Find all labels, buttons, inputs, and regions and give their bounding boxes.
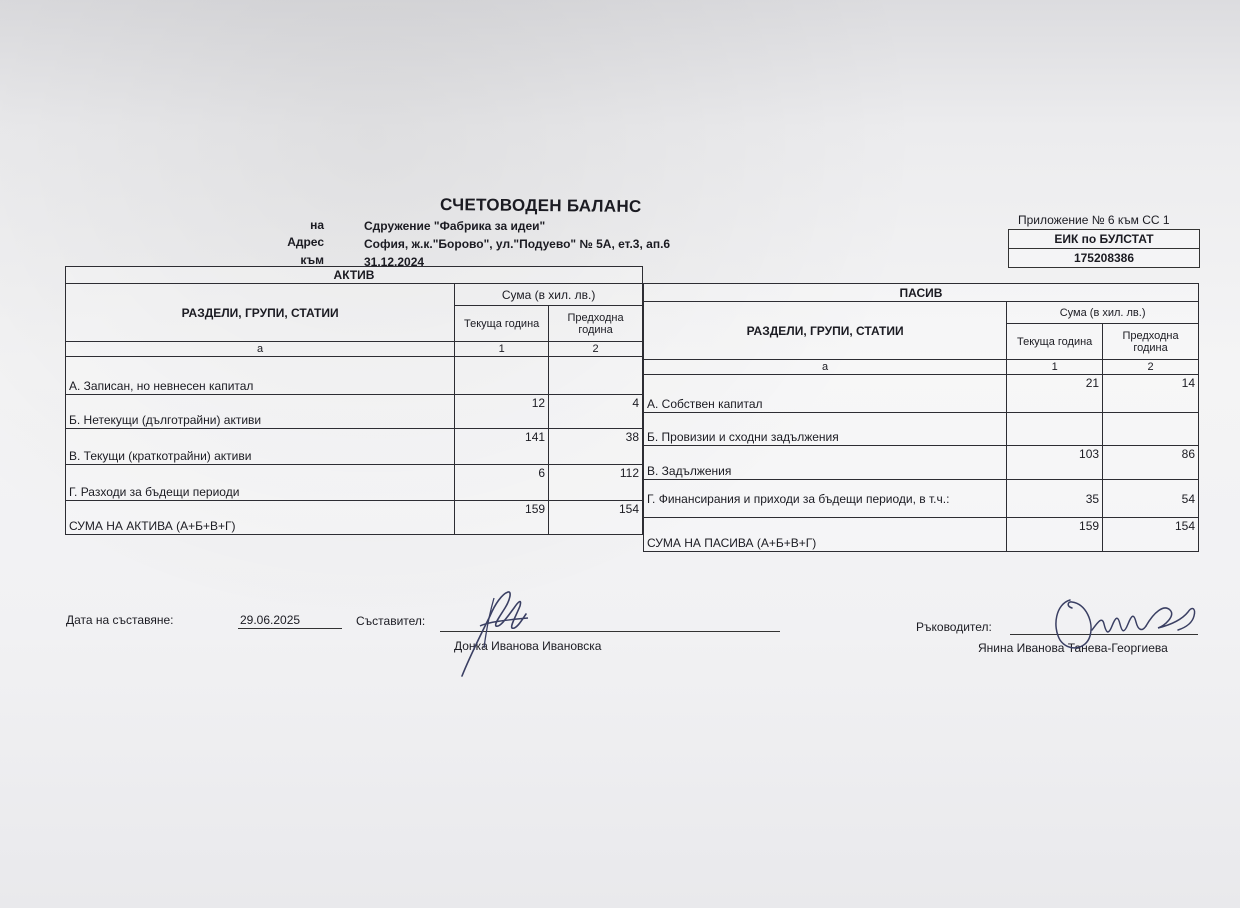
liability-previous: 54 — [1103, 480, 1199, 518]
assets-table — [65, 266, 643, 535]
organization-name: Сдружение "Фабрика за идеи" — [364, 219, 546, 233]
balance-date: 31.12.2024 — [364, 255, 425, 269]
assets-col-1: 1 — [455, 342, 549, 357]
asset-total-previous: 154 — [549, 501, 643, 535]
document-title: СЧЕТОВОДЕН БАЛАНС — [439, 194, 642, 217]
assets-sections-header: РАЗДЕЛИ, ГРУПИ, СТАТИИ — [66, 284, 455, 342]
assets-title: АКТИВ — [66, 267, 643, 284]
liability-current: 103 — [1007, 446, 1103, 480]
eik-value: 175208386 — [1009, 248, 1199, 267]
assets-sum-header: Сума (в хил. лв.) — [455, 284, 643, 306]
table-row — [644, 480, 1199, 518]
liability-previous: 86 — [1103, 446, 1199, 480]
asset-current: 141 — [455, 429, 549, 465]
assets-current-year-header: Текуща година — [455, 306, 549, 342]
asset-label: А. Записан, но невнесен капитал — [66, 357, 455, 395]
liability-label: А. Собствен капитал — [644, 375, 1007, 413]
liability-label: В. Задължения — [644, 446, 1007, 480]
liability-total-previous: 154 — [1103, 518, 1199, 552]
asset-label: Б. Нетекущи (дълготрайни) активи — [66, 395, 455, 429]
table-row — [66, 395, 643, 429]
table-row — [644, 413, 1199, 446]
liability-current: 21 — [1007, 375, 1103, 413]
date-label: към — [300, 253, 324, 267]
liability-previous: 14 — [1103, 375, 1199, 413]
liabilities-previous-year-header: Предходна година — [1103, 324, 1199, 360]
liabilities-title: ПАСИВ — [644, 284, 1199, 302]
eik-label: ЕИК по БУЛСТАТ — [1054, 232, 1154, 246]
compile-date-label: Дата на съставяне: — [66, 613, 174, 627]
asset-total-label: СУМА НА АКТИВА (А+Б+В+Г) — [66, 501, 455, 535]
appendix-note: Приложение № 6 към СС 1 — [1018, 213, 1170, 227]
liability-total-label: СУМА НА ПАСИВА (А+Б+В+Г) — [644, 518, 1007, 552]
liabilities-table — [643, 283, 1199, 552]
compiler-name: Донка Иванова Ивановска — [454, 639, 602, 653]
assets-col-a: а — [66, 342, 455, 357]
asset-current — [455, 357, 549, 395]
asset-previous: 112 — [549, 465, 643, 501]
liability-current — [1007, 413, 1103, 446]
asset-label: Г. Разходи за бъдещи периоди — [66, 465, 455, 501]
asset-previous — [549, 357, 643, 395]
table-row — [644, 446, 1199, 480]
liabilities-col-a: а — [644, 360, 1007, 375]
table-row-total — [66, 501, 643, 535]
table-row-total — [644, 518, 1199, 552]
table-row — [66, 357, 643, 395]
table-row — [66, 429, 643, 465]
asset-current: 12 — [455, 395, 549, 429]
manager-name: Янина Иванова Танева-Георгиева — [978, 641, 1168, 655]
assets-col-2: 2 — [549, 342, 643, 357]
address-label: Адрес — [287, 235, 324, 249]
asset-current: 6 — [455, 465, 549, 501]
asset-total-current: 159 — [455, 501, 549, 535]
na-label: на — [310, 218, 324, 232]
compile-date-value: 29.06.2025 — [240, 613, 301, 627]
manager-label: Ръководител: — [916, 620, 992, 634]
liability-label: Г. Финансирания и приходи за бъдещи периоди, в т.ч.: — [644, 480, 1007, 518]
date-underline — [238, 628, 342, 629]
compiler-signature — [450, 586, 540, 682]
liabilities-current-year-header: Текуща година — [1007, 324, 1103, 360]
liabilities-col-2: 2 — [1103, 360, 1199, 375]
liabilities-sections-header: РАЗДЕЛИ, ГРУПИ, СТАТИИ — [644, 302, 1007, 360]
table-row — [66, 465, 643, 501]
liability-current: 35 — [1007, 480, 1103, 518]
asset-previous: 4 — [549, 395, 643, 429]
address-value: София, ж.к."Борово", ул."Подуево" № 5А, ет.3, ап.6 — [364, 237, 671, 251]
asset-label: В. Текущи (краткотрайни) активи — [66, 429, 455, 465]
liability-previous — [1103, 413, 1199, 446]
liabilities-col-1: 1 — [1007, 360, 1103, 375]
table-row — [644, 375, 1199, 413]
eik-box — [1008, 229, 1200, 268]
liability-label: Б. Провизии и сходни задължения — [644, 413, 1007, 446]
asset-previous: 38 — [549, 429, 643, 465]
assets-previous-year-header: Предходна година — [549, 306, 643, 342]
liabilities-sum-header: Сума (в хил. лв.) — [1007, 302, 1199, 324]
liability-total-current: 159 — [1007, 518, 1103, 552]
manager-signature — [1046, 586, 1206, 666]
compiler-label: Съставител: — [356, 614, 426, 628]
